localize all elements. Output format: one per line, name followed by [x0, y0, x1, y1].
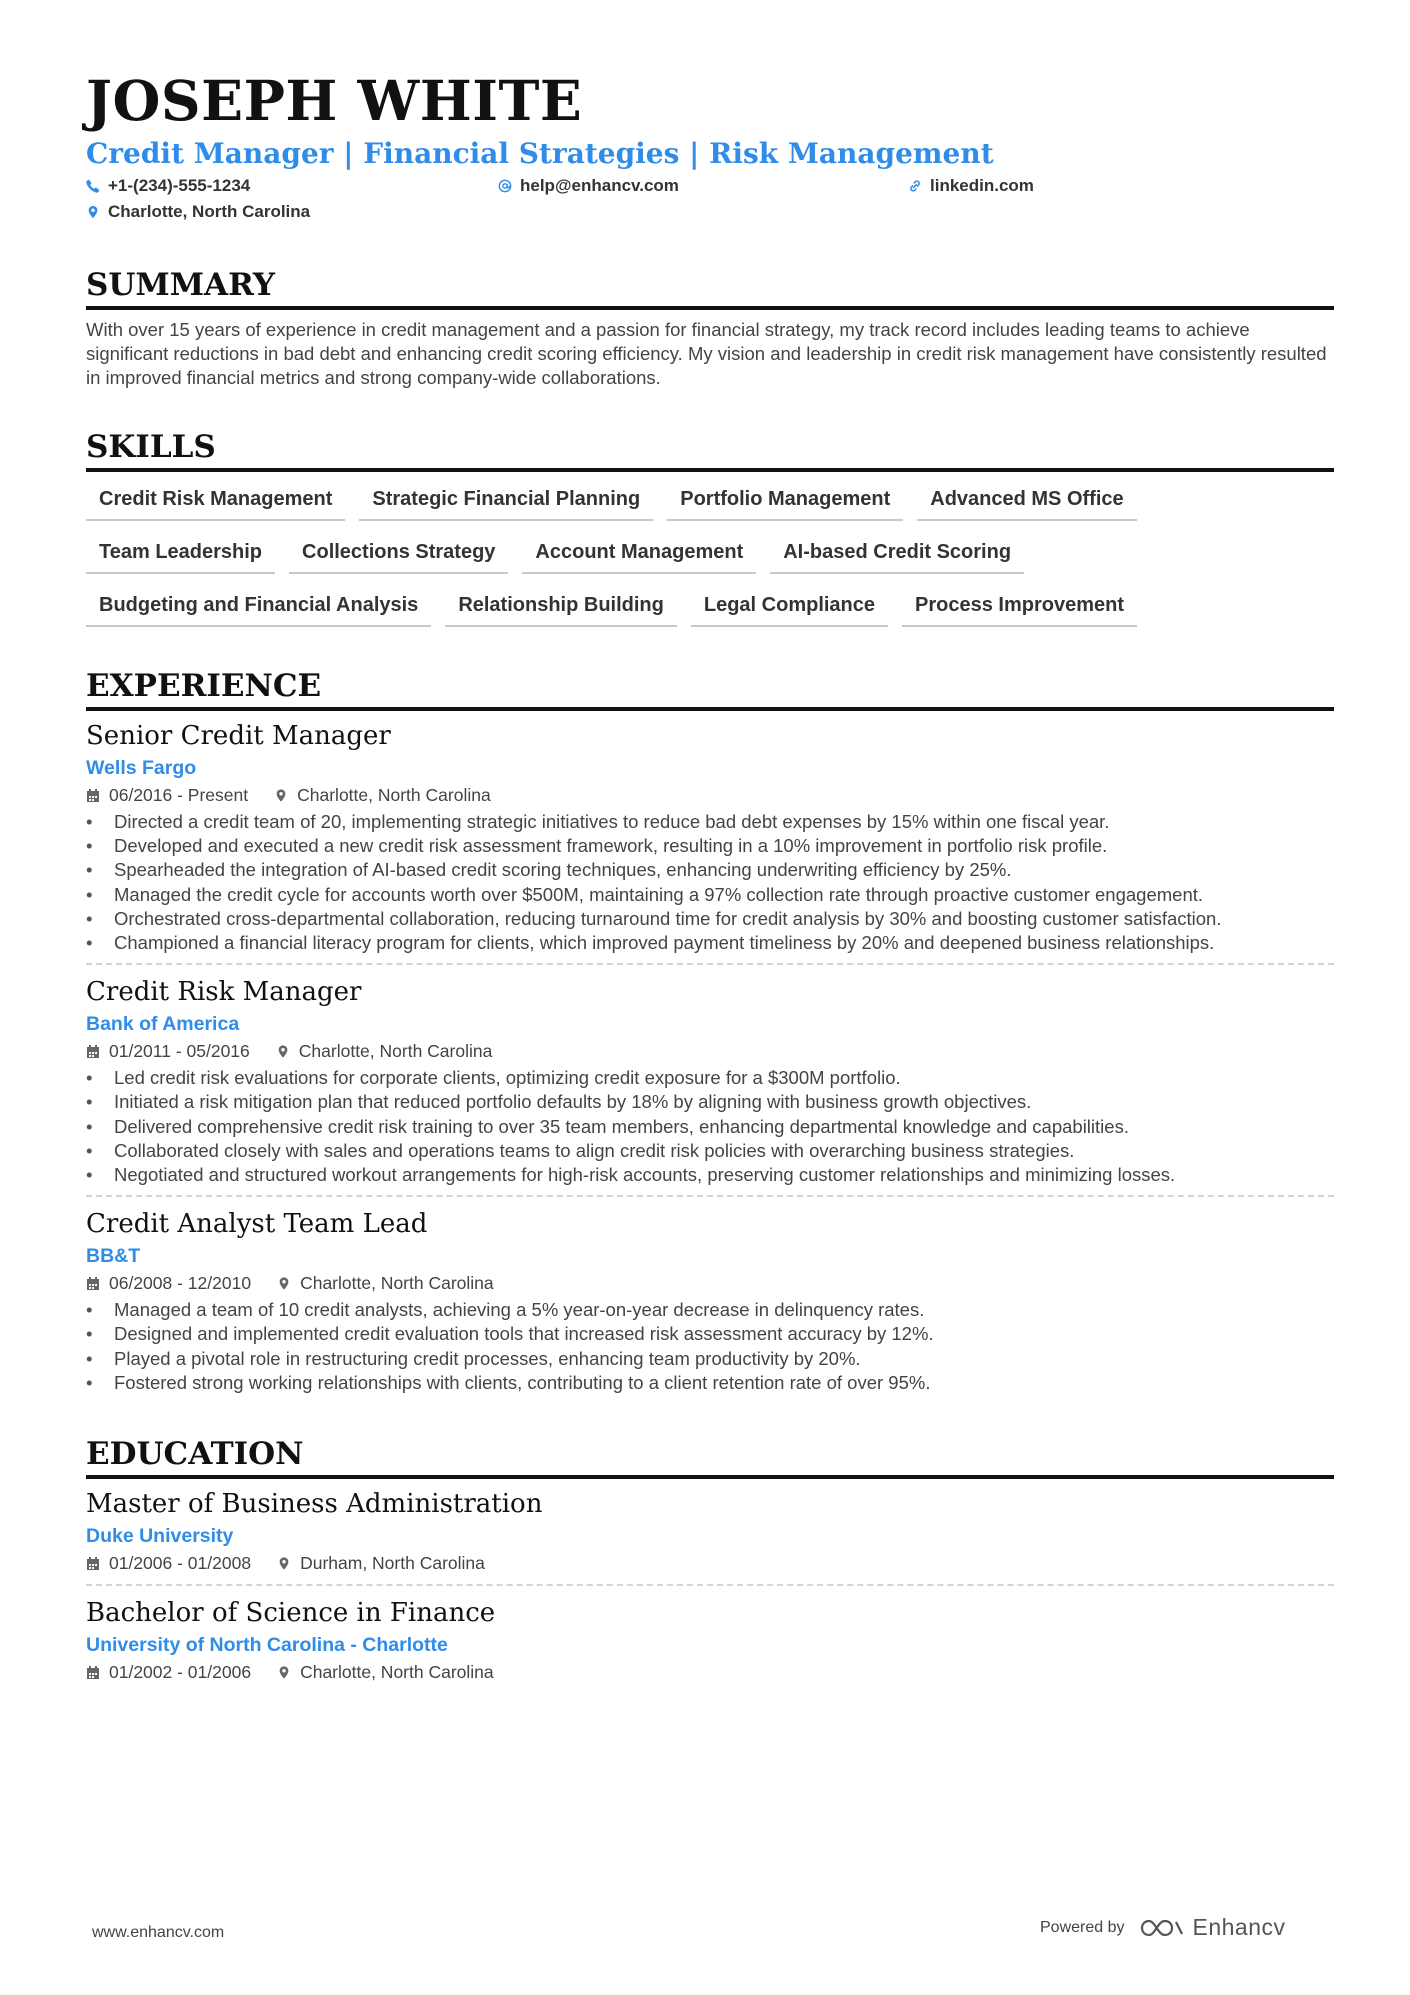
enhancv-logo[interactable]	[1139, 1914, 1286, 1941]
job-location	[274, 782, 491, 808]
calendar-icon	[86, 1556, 100, 1571]
bullet-item: • Collaborated closely with sales and operations teams to align credit risk policies with overarching business strategies.	[86, 1139, 1334, 1163]
bullet-item: • Orchestrated cross-departmental collaboration, reducing turnaround time for credit analysis by 30% and boosting customer satisfaction.	[86, 907, 1334, 931]
phone-icon	[86, 179, 100, 193]
location-text: Charlotte, North Carolina	[108, 202, 311, 221]
bullet-item: • Designed and implemented credit evaluation tools that increased risk assessment accuracy by 12%.	[86, 1322, 1334, 1346]
job-location	[276, 1038, 493, 1064]
education-dates-text: 01/2006 - 01/2008	[109, 1553, 252, 1574]
location-pin-icon	[277, 1556, 291, 1571]
footer-website-link[interactable]: www.enhancv.com	[92, 1924, 225, 1941]
link-icon	[908, 179, 922, 193]
education-location	[277, 1550, 485, 1576]
job-title: Senior Credit Manager	[86, 721, 391, 751]
bullet-item: • Fostered strong working relationships with clients, contributing to a client retention rate of over 95%.	[86, 1371, 1334, 1395]
job-dates	[86, 1270, 251, 1296]
school-name: Duke University	[86, 1525, 234, 1548]
contact-email[interactable]	[498, 176, 679, 196]
skill-tag: Legal Compliance	[691, 588, 888, 627]
location-pin-icon	[277, 1276, 291, 1291]
job-meta	[86, 1038, 1334, 1064]
skills-heading: SKILLS	[86, 428, 1334, 472]
summary-text: With over 15 years of experience in credit management and a passion for financial strategy, my track record includes leading teams to achieve significant reductions in bad debt and enhancing credit scoring efficiency. My vision and leadership in credit risk management have consistently resulted in improved financial metrics and strong company-wide collaborations.	[86, 319, 1327, 388]
location-pin-icon	[277, 1665, 291, 1680]
contact-linkedin[interactable]	[908, 176, 1034, 196]
job-dates	[86, 782, 248, 808]
bullet-item: • Negotiated and structured workout arrangements for high-risk accounts, preserving customer relationships and minimizing losses.	[86, 1163, 1334, 1187]
education-meta	[86, 1550, 1334, 1576]
skill-tag: Budgeting and Financial Analysis	[86, 588, 431, 627]
powered-by-text: Powered by	[1040, 1918, 1125, 1936]
education-heading: EDUCATION	[86, 1435, 1334, 1479]
summary-section	[86, 266, 1334, 390]
job-dates-text: 01/2011 - 05/2016	[109, 1041, 250, 1062]
experience-heading: EXPERIENCE	[86, 667, 1334, 711]
job-title: Credit Analyst Team Lead	[86, 1209, 428, 1240]
bullet-item: • Led credit risk evaluations for corporate clients, optimizing credit exposure for a $300M portfolio.	[86, 1066, 1334, 1090]
education-section	[86, 1435, 1334, 1685]
skill-tag: Relationship Building	[445, 588, 677, 627]
job-bullets	[86, 810, 1334, 955]
skill-tag: AI-based Credit Scoring	[770, 535, 1024, 574]
degree-title: Master of Business Administration	[86, 1489, 543, 1520]
bullet-item: • Directed a credit team of 20, implementing strategic initiatives to reduce bad debt expenses by 15% within one fiscal year.	[86, 810, 1334, 834]
entry-divider	[86, 1584, 1334, 1586]
skill-tag: Team Leadership	[86, 535, 275, 574]
education-meta	[86, 1659, 1334, 1685]
linkedin-text: linkedin.com	[930, 176, 1034, 195]
skill-tag: Account Management	[522, 535, 756, 574]
location-pin-icon	[276, 1044, 290, 1059]
phone-text: +1-(234)-555-1234	[108, 176, 251, 195]
bullet-item: • Delivered comprehensive credit risk training to over 35 team members, enhancing departmental knowledge and capabilities.	[86, 1115, 1334, 1139]
job-location-text: Charlotte, North Carolina	[300, 1273, 494, 1294]
calendar-icon	[86, 1044, 100, 1059]
entry-divider	[86, 963, 1334, 965]
experience-entry	[86, 1207, 1334, 1395]
footer-branding	[1040, 1914, 1286, 1941]
education-entry	[86, 1596, 1334, 1685]
bullet-item: • Championed a financial literacy program for clients, which improved payment timeliness by 20% and deepened business relationships.	[86, 931, 1334, 955]
candidate-headline: Credit Manager | Financial Strategies | Risk Management	[86, 137, 994, 170]
location-pin-icon	[274, 788, 288, 803]
education-location-text: Charlotte, North Carolina	[300, 1662, 494, 1683]
experience-entry	[86, 975, 1334, 1187]
bullet-item: • Spearheaded the integration of AI-based credit scoring techniques, enhancing underwriting efficiency by 25%.	[86, 858, 1334, 882]
location-pin-icon	[86, 205, 100, 219]
brand-name: Enhancv	[1192, 1914, 1286, 1940]
calendar-icon	[86, 1276, 100, 1291]
summary-heading: SUMMARY	[86, 266, 1334, 310]
candidate-name: JOSEPH WHITE	[86, 68, 583, 133]
skills-section	[86, 428, 1334, 627]
bullet-item: • Managed a team of 10 credit analysts, achieving a 5% year-on-year decrease in delinquency rates.	[86, 1298, 1334, 1322]
education-dates-text: 01/2002 - 01/2006	[109, 1662, 252, 1683]
job-meta	[86, 782, 1334, 808]
bullet-item: • Played a pivotal role in restructuring credit processes, enhancing team productivity by 20%.	[86, 1347, 1334, 1371]
job-location-text: Charlotte, North Carolina	[297, 785, 491, 805]
entry-divider	[86, 1195, 1334, 1197]
job-dates	[86, 1038, 250, 1064]
skill-tag: Strategic Financial Planning	[359, 482, 653, 521]
skill-tag: Portfolio Management	[667, 482, 903, 521]
skill-tag: Process Improvement	[902, 588, 1137, 627]
resume-page	[86, 70, 1334, 1685]
job-title: Credit Risk Manager	[86, 977, 362, 1008]
enhancv-logo-icon	[1139, 1917, 1185, 1939]
job-dates-text: 06/2008 - 12/2010	[109, 1273, 252, 1294]
education-location	[277, 1659, 494, 1685]
degree-title: Bachelor of Science in Finance	[86, 1598, 496, 1629]
email-text: help@enhancv.com	[520, 176, 679, 195]
experience-section	[86, 667, 1334, 1395]
company-name: Wells Fargo	[86, 757, 197, 779]
bullet-item: • Developed and executed a new credit risk assessment framework, resulting in a 10% improvement in portfolio risk profile.	[86, 834, 1334, 858]
job-dates-text: 06/2016 - Present	[109, 785, 249, 805]
school-name: University of North Carolina - Charlotte	[86, 1634, 448, 1657]
company-name: BB&T	[86, 1245, 141, 1268]
bullet-item: • Managed the credit cycle for accounts worth over $500M, maintaining a 97% collection rate through proactive customer engagement.	[86, 883, 1334, 907]
skill-tag: Credit Risk Management	[86, 482, 345, 521]
job-bullets	[86, 1298, 1334, 1395]
job-location	[277, 1270, 494, 1296]
education-dates	[86, 1659, 251, 1685]
company-name: Bank of America	[86, 1013, 240, 1036]
at-sign-icon	[498, 179, 512, 193]
job-bullets	[86, 1066, 1334, 1187]
education-entry	[86, 1487, 1334, 1576]
job-location-text: Charlotte, North Carolina	[298, 1041, 493, 1062]
experience-entry	[86, 719, 1334, 955]
calendar-icon	[86, 1665, 100, 1680]
skill-tag: Collections Strategy	[289, 535, 508, 574]
calendar-icon	[86, 788, 100, 803]
contact-phone[interactable]	[86, 176, 250, 196]
skill-tag: Advanced MS Office	[917, 482, 1136, 521]
contact-location	[86, 202, 310, 222]
skills-list	[86, 482, 1334, 627]
bullet-item: • Initiated a risk mitigation plan that reduced portfolio defaults by 18% by aligning with business growth objectives.	[86, 1090, 1334, 1114]
education-dates	[86, 1550, 251, 1576]
education-location-text: Durham, North Carolina	[300, 1553, 485, 1574]
contact-info	[86, 176, 1334, 230]
job-meta	[86, 1270, 1334, 1296]
